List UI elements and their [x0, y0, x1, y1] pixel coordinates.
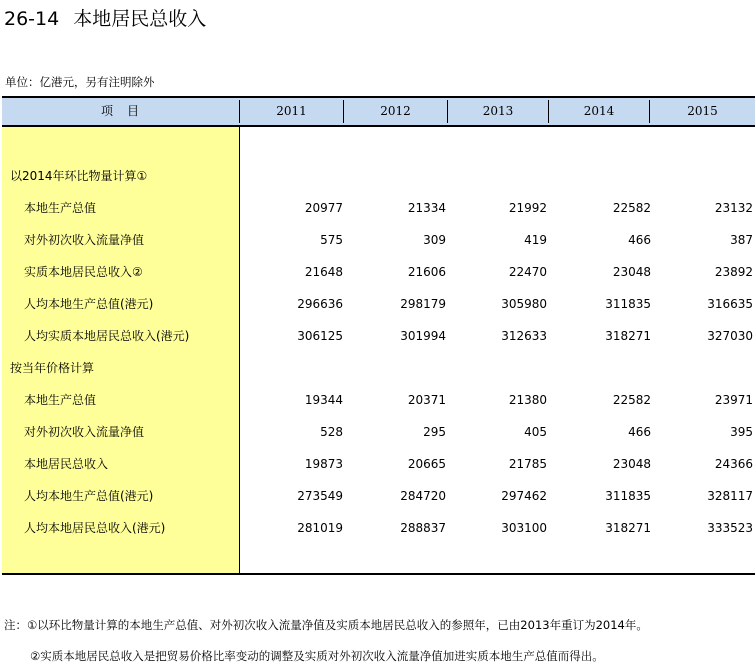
year-header: 2011 — [276, 104, 307, 118]
year-header: 2013 — [482, 104, 514, 118]
table-row — [2, 256, 755, 288]
cell-value: 20371 — [407, 393, 446, 407]
table-number: 26-14 — [4, 8, 60, 30]
cell-value: 312633 — [501, 329, 547, 343]
row-label: 人均本地生产总值(港元) — [24, 489, 154, 503]
row-label: 本地生产总值 — [24, 393, 97, 407]
cell-value: 22582 — [612, 393, 651, 407]
cell-value: 21380 — [508, 393, 547, 407]
table-row — [2, 480, 755, 512]
footnote-2: ②实质本地居民总收入是把贸易价格比率变动的调整及实质对外初次收入流量净值加进实质本地生产总值而得出。 — [30, 649, 604, 663]
cell-value: 311835 — [605, 489, 651, 503]
table-row — [2, 192, 755, 224]
cell-value: 328117 — [707, 489, 753, 503]
cell-value: 22470 — [508, 265, 547, 279]
cell-value: 311835 — [605, 297, 651, 311]
cell-value: 333523 — [707, 521, 753, 535]
row-label: 人均本地生产总值(港元) — [24, 297, 154, 311]
cell-value: 295 — [423, 425, 446, 439]
row-label: 对外初次收入流量净值 — [24, 233, 145, 247]
cell-value: 24366 — [714, 457, 753, 471]
page-title — [4, 4, 206, 31]
row-label: 对外初次收入流量净值 — [24, 425, 145, 439]
cell-value: 306125 — [297, 329, 343, 343]
cell-value: 301994 — [400, 329, 446, 343]
row-label: 人均本地居民总收入(港元) — [24, 521, 166, 535]
year-header: 2012 — [380, 104, 411, 118]
cell-value: 19344 — [304, 393, 343, 407]
year-header: 2015 — [687, 104, 718, 118]
cell-value: 284720 — [400, 489, 446, 503]
unit-note: 单位：亿港元，另有注明除外 — [5, 75, 155, 89]
cell-value: 309 — [423, 233, 446, 247]
cell-value: 21648 — [304, 265, 343, 279]
table-row — [2, 288, 755, 320]
cell-value: 296636 — [297, 297, 343, 311]
cell-value: 387 — [730, 233, 753, 247]
cell-value: 318271 — [605, 329, 651, 343]
table-title: 本地居民总收入 — [73, 8, 207, 30]
cell-value: 405 — [524, 425, 547, 439]
cell-value: 23971 — [714, 393, 753, 407]
cell-value: 305980 — [501, 297, 547, 311]
cell-value: 288837 — [400, 521, 446, 535]
cell-value: 327030 — [707, 329, 753, 343]
cell-value: 23892 — [714, 265, 753, 279]
footnote-1: 注：①以环比物量计算的本地生产总值、对外初次收入流量净值及实质本地居民总收入的参照年，已由2013年重订为2014年。 — [4, 618, 648, 632]
cell-value: 575 — [320, 233, 343, 247]
year-header: 2014 — [583, 104, 615, 118]
table-row — [2, 512, 755, 544]
cell-value: 395 — [730, 425, 753, 439]
cell-value: 419 — [524, 233, 547, 247]
cell-value: 298179 — [400, 297, 446, 311]
row-label: 本地生产总值 — [24, 201, 97, 215]
cell-value: 303100 — [501, 521, 547, 535]
row-label: 实质本地居民总收入② — [24, 265, 143, 279]
section-heading: 以2014年环比物量计算① — [10, 169, 148, 183]
cell-value: 281019 — [297, 521, 343, 535]
cell-value: 20977 — [304, 201, 343, 215]
cell-value: 22582 — [612, 201, 651, 215]
cell-value: 23048 — [612, 265, 651, 279]
row-label: 本地居民总收入 — [24, 457, 109, 471]
cell-value: 466 — [628, 425, 651, 439]
cell-value: 297462 — [501, 489, 547, 503]
cell-value: 21785 — [508, 457, 547, 471]
cell-value: 273549 — [297, 489, 343, 503]
table-row — [2, 384, 755, 416]
section-heading-row — [2, 352, 755, 384]
cell-value: 19873 — [304, 457, 343, 471]
cell-value: 23132 — [714, 201, 753, 215]
table-row — [2, 320, 755, 352]
cell-value: 466 — [628, 233, 651, 247]
table-row — [2, 224, 755, 256]
cell-value: 318271 — [605, 521, 651, 535]
cell-value: 20665 — [407, 457, 446, 471]
table-header — [2, 96, 755, 127]
cell-value: 21992 — [508, 201, 547, 215]
row-label: 人均实质本地居民总收入(港元) — [24, 329, 190, 343]
cell-value: 528 — [320, 425, 343, 439]
cell-value: 316635 — [707, 297, 753, 311]
section-heading: 按当年价格计算 — [10, 361, 95, 375]
table-bottom-rule — [2, 573, 755, 575]
data-table — [2, 96, 755, 576]
item-column-header: 项 目 — [100, 104, 140, 118]
cell-value: 21606 — [407, 265, 446, 279]
table-row — [2, 448, 755, 480]
cell-value: 21334 — [407, 201, 446, 215]
cell-value: 23048 — [612, 457, 651, 471]
section-heading-row — [2, 160, 755, 192]
table-row — [2, 416, 755, 448]
